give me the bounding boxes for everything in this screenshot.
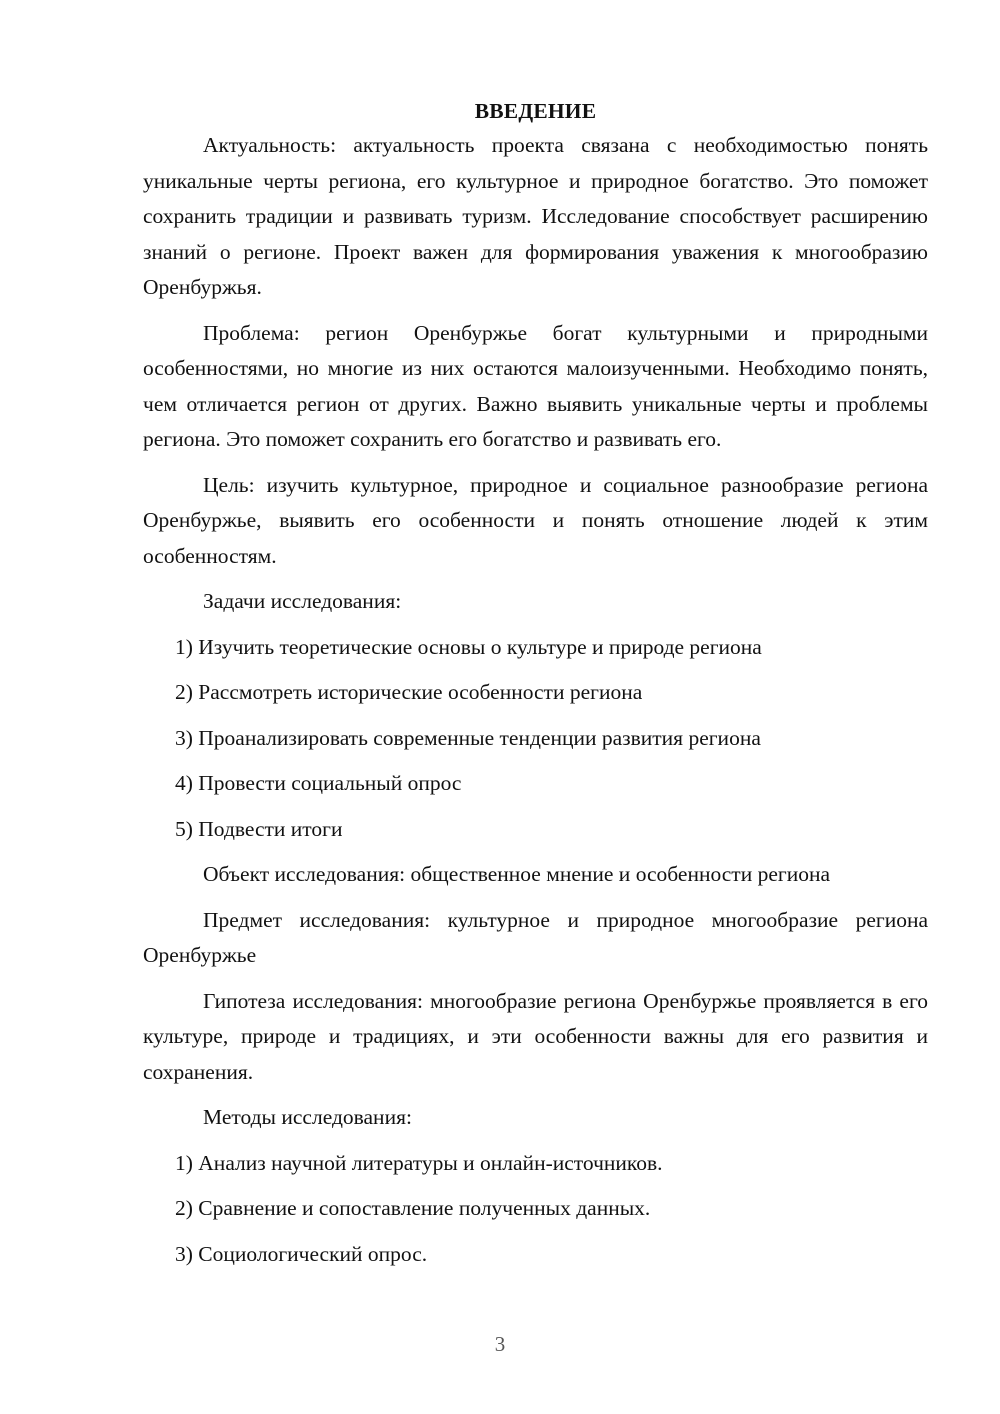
tasks-heading: Задачи исследования: (203, 589, 402, 613)
problem-paragraph: Проблема: регион Оренбуржье богат культурными и природными особенностями, но многие из них остаются малоизученными. Необходимо понять, чем отличается регион от других. Важно выявить уникальные черты и проблемы региона. Это поможет сохранить его богатство и развивать его. (143, 320, 928, 451)
task-item: 1) Изучить теоретические основы о культуре и природе региона (175, 634, 762, 659)
object-line: Объект исследования: общественное мнение и особенности региона (203, 862, 830, 886)
tasks-list (143, 630, 928, 848)
task-item: 4) Провести социальный опрос (175, 771, 462, 795)
relevance-paragraph: Актуальность: актуальность проекта связана с необходимостью понять уникальные черты региона, его культурное и природное богатство. Это поможет сохранить традиции и развивать туризм. Исследование способствует расширению знаний о регионе. Проект важен для формирования уважения к многообразию Оренбуржья. (143, 133, 928, 299)
method-item: 3) Социологический опрос. (175, 1241, 428, 1266)
methods-list (143, 1146, 928, 1273)
page-number: 3 (494, 1332, 506, 1356)
task-item: 2) Рассмотреть исторические особенности региона (175, 680, 643, 704)
task-item: 5) Подвести итоги (175, 816, 343, 841)
methods-heading: Методы исследования: (203, 1105, 412, 1129)
subject-paragraph: Предмет исследования: культурное и природное многообразие региона Оренбуржье (143, 907, 928, 967)
task-item: 3) Проанализировать современные тенденции развития региона (175, 725, 761, 750)
hypothesis-paragraph: Гипотеза исследования: многообразие региона Оренбуржье проявляется в его культуре, природе и традициях, и эти особенности важны для его развития и сохранения. (143, 988, 928, 1084)
method-item: 2) Сравнение и сопоставление полученных данных. (175, 1196, 651, 1220)
document-page (143, 96, 928, 1282)
page-title: ВВЕДЕНИЕ (474, 99, 597, 123)
method-item: 1) Анализ научной литературы и онлайн-источников. (175, 1150, 663, 1175)
goal-paragraph: Цель: изучить культурное, природное и социальное разнообразие региона Оренбуржье, выявить его особенности и понять отношение людей к этим особенностям. (143, 472, 928, 568)
